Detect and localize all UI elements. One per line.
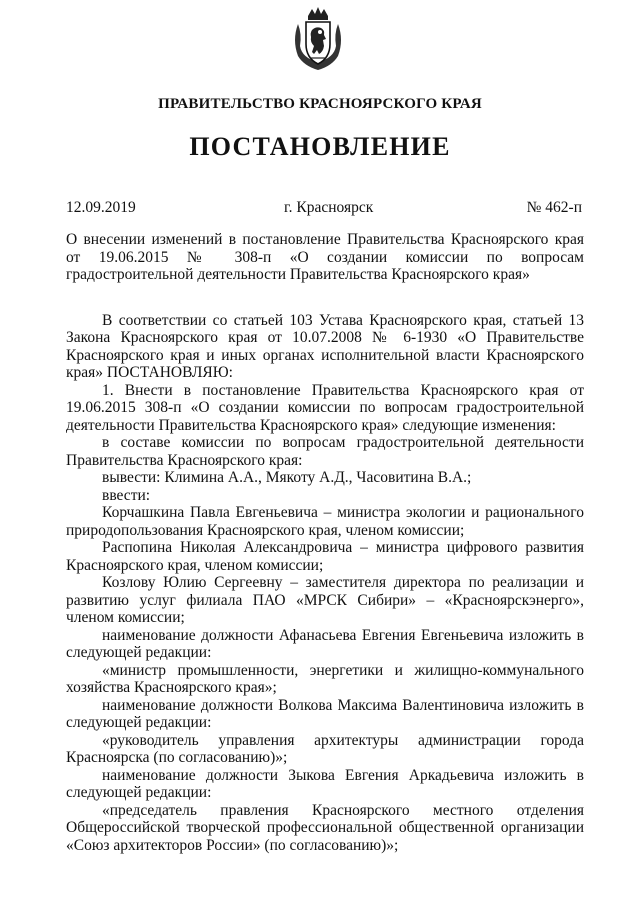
government-name: ПРАВИТЕЛЬСТВО КРАСНОЯРСКОГО КРАЯ — [158, 96, 482, 112]
paragraph-preamble: В соответствии со статьей 103 Устава Красноярского края, статьей 13 Закона Красноярского края от 10.07.2008 № 6-1930 «О Правительстве Красноярского края и иных органах исполнительной власти Красноярского края» ПОСТАНОВЛЯЮ: — [66, 311, 584, 381]
paragraph: наименование должности Волкова Максима Валентиновича изложить в следующей редакции: — [66, 696, 584, 731]
paragraph: «министр промышленности, энергетики и жилищно-коммунального хозяйства Красноярского края»; — [66, 661, 584, 696]
document-number: № 462-п — [526, 199, 582, 216]
document-date: 12.09.2019 — [66, 199, 136, 216]
paragraph: «председатель правления Красноярского местного отделения Общероссийской творческой профессиональной общественной организации «Союз архитекторов России» (по согласованию)»; — [66, 801, 584, 854]
paragraph: вывести: Климина А.А., Мякоту А.Д., Часовитина В.А.; — [102, 469, 472, 486]
document-meta-line — [66, 199, 582, 219]
paragraph: Распопина Николая Александровича – министра цифрового развития Красноярского края, членом комиссии; — [66, 539, 584, 574]
paragraph: наименование должности Афанасьева Евгения Евгеньевича изложить в следующей редакции: — [66, 626, 584, 661]
document-city: г. Красноярск — [284, 199, 374, 216]
paragraph: Корчашкина Павла Евгеньевича – министра экологии и рационального природопользования Красноярского края, членом комиссии; — [66, 504, 584, 539]
paragraph: наименование должности Зыкова Евгения Аркадьевича изложить в следующей редакции: — [66, 766, 584, 801]
document-body — [66, 231, 584, 854]
paragraph: «руководитель управления архитектуры администрации города Красноярска (по согласованию)»; — [66, 731, 584, 766]
paragraph-item-1: 1. Внести в постановление Правительства Красноярского края от 19.06.2015 308-п «О создании комиссии по вопросам градостроительной деятельности Правительства Красноярского края» следующие изменения: — [66, 381, 584, 434]
spacer — [66, 284, 584, 312]
coat-of-arms-icon — [290, 6, 346, 72]
paragraph: Козлову Юлию Сергеевну – заместителя директора по реализации и развитию услуг филиала ПАО «МРСК Сибири» – «Красноярскэнерго», членом комиссии; — [66, 574, 584, 626]
paragraph: ввести: — [102, 486, 151, 504]
paragraph: в составе комиссии по вопросам градостроительной деятельности Правительства Красноярского края: — [66, 434, 584, 469]
document-subject: О внесении изменений в постановление Правительства Красноярского края от 19.06.2015 № 308-п «О создании комиссии по вопросам градостроительной деятельности Правительства Красноярского края» — [66, 231, 584, 283]
document-type-title: ПОСТАНОВЛЕНИЕ — [189, 132, 451, 161]
